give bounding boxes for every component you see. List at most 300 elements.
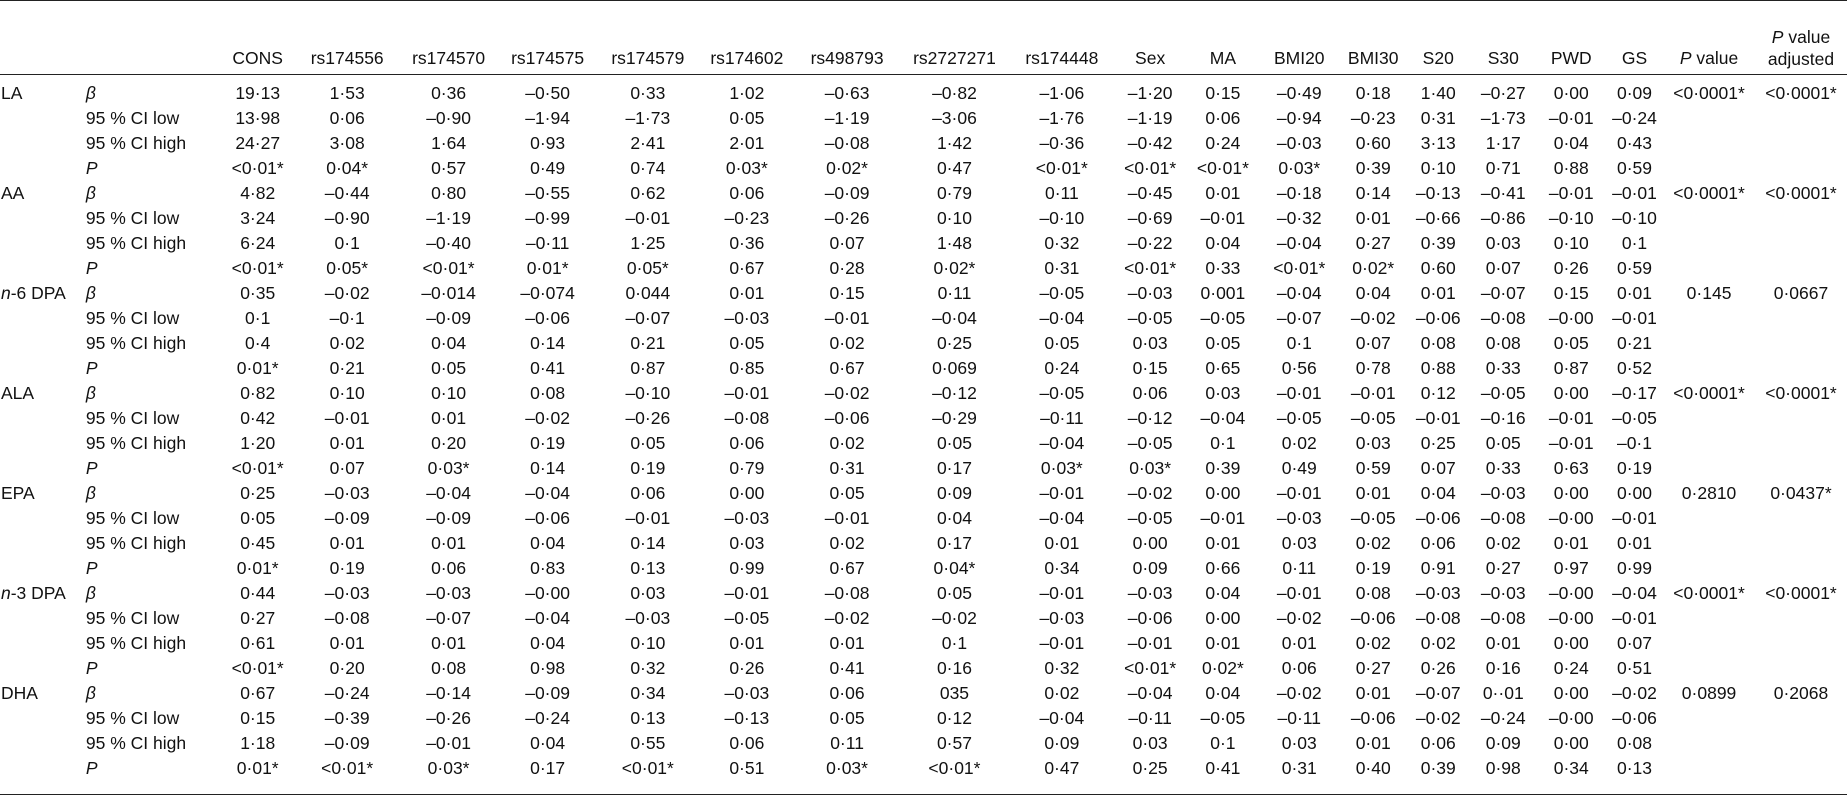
cell-rs2727271: –0·29 [932,408,977,428]
cell-rs174579: –0·07 [625,308,671,328]
cell-rs174570: <0·01* [422,258,475,278]
cell-rs174556: 0·01 [329,633,365,653]
header-sex: Sex [1135,48,1166,68]
cell-rs174575: 0·04 [530,733,566,753]
cell-p-value-adjusted [1755,256,1847,281]
header-p-adjusted-line2: adjusted [1767,49,1835,69]
cell-ma: 0·39 [1205,458,1241,478]
cell-rs174602: 0·03* [725,158,768,178]
cell-rs174448: –0·36 [1039,133,1085,153]
statistic-label: β [85,583,96,603]
cell-rs174570: –0·40 [426,233,471,253]
cell-rs174579: 1·25 [630,233,666,253]
cell-bmi20: –0·18 [1276,183,1322,203]
cell-p-value: <0·0001* [1673,83,1745,103]
cell-s20: –0·06 [1415,508,1461,528]
cell-cons: 3·24 [240,208,276,228]
cell-rs174556: <0·01* [321,758,374,778]
cell-gs: –0·02 [1612,683,1657,703]
table-row [0,256,1847,281]
cell-gs: –0·06 [1612,708,1657,728]
cell-pwd: –0·00 [1548,583,1594,603]
fatty-acid-label [0,481,86,506]
header-rs2727271: rs2727271 [913,48,996,68]
cell-p-value [1663,706,1755,731]
cell-bmi20: –0·32 [1276,208,1322,228]
cell-rs498793: –0·01 [824,308,870,328]
cell-rs174570: –0·26 [426,708,471,728]
cell-rs174556: –0·1 [329,308,365,328]
cell-s30: –0·03 [1480,483,1526,503]
cell-gs: 0·52 [1616,358,1652,378]
cell-rs2727271: 1·48 [936,233,972,253]
cell-ma: –0·01 [1200,208,1246,228]
cell-p-value [1663,406,1755,431]
cell-rs174448: –0·01 [1039,483,1085,503]
cell-ma: 0·04 [1205,683,1241,703]
cell-rs174556: 0·04* [326,158,369,178]
cell-rs2727271: 1·42 [936,133,972,153]
cell-rs174556: 0·01 [329,433,365,453]
cell-cons: 0·1 [245,308,271,328]
cell-rs174556: 1·53 [329,83,365,103]
cell-p-value-adjusted [1755,206,1847,231]
cell-rs174602: –0·03 [724,683,770,703]
cell-sex: –0·42 [1127,133,1173,153]
cell-gs: –0·24 [1612,108,1657,128]
cell-pwd: 0·00 [1553,633,1589,653]
cell-gs: 0·13 [1616,758,1652,778]
cell-bmi20: –0·11 [1277,708,1321,728]
cell-rs174570: 0·04 [431,333,467,353]
cell-cons: 0·67 [240,683,276,703]
cell-pwd: –0·01 [1548,183,1594,203]
cell-s30: 0·71 [1485,158,1521,178]
cell-s20: 0·08 [1420,333,1456,353]
cell-cons: <0·01* [231,658,284,678]
cell-pwd: –0·10 [1548,208,1594,228]
fatty-acid-label [0,206,86,231]
cell-rs174575: –0·99 [525,208,570,228]
cell-s30: –0·16 [1480,408,1526,428]
cell-rs174579: 0·13 [630,708,666,728]
cell-ma: 0·04 [1205,233,1241,253]
cell-bmi20: 0·03 [1281,733,1317,753]
cell-sex: 0·03* [1129,458,1172,478]
cell-rs174579: 0·62 [630,183,666,203]
cell-rs2727271: –3·06 [932,108,977,128]
cell-rs174575: 0·17 [530,758,566,778]
cell-rs174602: 0·06 [729,433,765,453]
bottom-rule [0,794,1847,795]
cell-rs174556: 3·08 [329,133,365,153]
cell-rs174448: 0·05 [1044,333,1080,353]
cell-pwd: –0·00 [1548,708,1594,728]
cell-rs174570: 0·20 [431,433,467,453]
cell-cons: 0·01* [236,758,279,778]
cell-bmi30: 0·02 [1355,533,1391,553]
cell-rs2727271: 0·17 [936,458,972,478]
cell-p-value [1663,356,1755,381]
statistic-label: 95 % CI high [85,633,187,653]
cell-gs: 0·01 [1616,533,1652,553]
cell-bmi30: 0·27 [1355,233,1391,253]
cell-rs2727271: 0·069 [932,358,977,378]
cell-bmi30: –0·01 [1350,383,1396,403]
table-row [0,156,1847,181]
cell-rs174579: 0·13 [630,558,666,578]
cell-cons: 0·82 [240,383,276,403]
table-row [0,331,1847,356]
fatty-acid-label [0,731,86,756]
cell-rs498793: 0·06 [829,683,865,703]
cell-rs174570: –0·07 [426,608,471,628]
cell-bmi20: –0·04 [1276,283,1322,303]
cell-rs2727271: 0·02* [933,258,976,278]
cell-gs: 0·1 [1621,233,1648,253]
cell-rs174448: 0·03* [1040,458,1083,478]
cell-rs174575: 0·08 [530,383,566,403]
cell-gs: –0·1 [1616,433,1652,453]
cell-rs174579: –0·01 [625,208,671,228]
fatty-acid-label [0,556,86,581]
table-row [0,281,1847,306]
cell-rs174448: –0·11 [1040,408,1084,428]
statistic-label: 95 % CI high [85,333,187,353]
cell-rs174579: 0·74 [630,158,666,178]
cell-rs174579: <0·01* [621,758,674,778]
cell-bmi20: –0·02 [1276,683,1322,703]
cell-gs: –0·01 [1612,183,1657,203]
cell-p-value [1663,506,1755,531]
cell-gs: 0·00 [1616,483,1652,503]
cell-bmi20: –0·02 [1276,608,1322,628]
cell-rs174602: 0·99 [729,558,765,578]
cell-rs2727271: 0·17 [936,533,972,553]
cell-rs174570: 0·01 [431,408,467,428]
cell-rs174579: 0·87 [630,358,666,378]
cell-rs174602: 0·79 [729,458,765,478]
cell-cons: 0·05 [240,508,276,528]
cell-bmi20: 0·03 [1281,533,1317,553]
cell-s30: 0·07 [1485,258,1521,278]
cell-sex: –0·04 [1127,683,1173,703]
cell-rs498793: 0·41 [829,658,865,678]
cell-s20: 0·31 [1420,108,1456,128]
cell-s30: 0·98 [1485,758,1521,778]
cell-bmi30: 0·03 [1355,433,1391,453]
cell-pwd: 0·04 [1553,133,1589,153]
header-ma: MA [1209,48,1237,68]
cell-gs: –0·17 [1612,383,1657,403]
fatty-acid-label [0,281,86,306]
cell-rs498793: 0·67 [829,558,865,578]
cell-rs174448: 0·09 [1044,733,1080,753]
fatty-acid-label [0,431,86,456]
cell-bmi30: –0·02 [1350,308,1396,328]
cell-rs174448: –0·04 [1039,308,1085,328]
cell-rs2727271: 0·12 [936,708,972,728]
statistic-label: β [85,183,96,203]
statistic-label: 95 % CI low [85,308,180,328]
fatty-acid-label [0,756,86,781]
cell-rs174602: 0·01 [729,283,765,303]
cell-rs174602: –0·03 [724,508,770,528]
fatty-acid-label [0,506,86,531]
cell-rs174575: –0·24 [525,708,570,728]
cell-ma: 0·02* [1201,658,1244,678]
cell-rs498793: 0·02 [829,433,865,453]
table-row [0,581,1847,606]
cell-bmi30: 0·01 [1355,208,1391,228]
cell-rs174575: –0·50 [525,83,570,103]
cell-p-value-adjusted [1755,456,1847,481]
header-p-adjusted-rest: value [1783,27,1831,47]
cell-pwd: 0·00 [1553,483,1589,503]
cell-gs: 0·08 [1616,733,1652,753]
cell-rs174570: 0·08 [431,658,467,678]
table-row [0,131,1847,156]
cell-bmi30: 0·02* [1352,258,1395,278]
cell-cons: 24·27 [235,133,281,153]
cell-sex: 0·03 [1132,333,1168,353]
cell-bmi30: 0·39 [1355,158,1391,178]
header-bmi30: BMI30 [1347,48,1399,68]
table-row [0,681,1847,706]
cell-rs174448: –0·10 [1039,208,1085,228]
cell-p-value-adjusted [1755,306,1847,331]
cell-p-value-adjusted [1755,156,1847,181]
cell-bmi20: 0·56 [1281,358,1317,378]
cell-rs2727271: 0·25 [936,333,972,353]
cell-rs174602: 0·03 [729,533,765,553]
table-row [0,481,1847,506]
cell-sex: –0·02 [1127,483,1173,503]
cell-rs2727271: 0·09 [936,483,972,503]
top-rule [0,0,1847,1]
fatty-acid-label [0,256,86,281]
cell-p-value-adjusted [1755,356,1847,381]
cell-rs174570: 0·10 [431,383,467,403]
fatty-acid-label [0,181,86,206]
statistic-label: 95 % CI low [85,708,180,728]
cell-rs174602: –0·13 [724,708,770,728]
cell-s20: 0·01 [1420,283,1456,303]
cell-bmi20: –0·94 [1276,108,1322,128]
cell-rs174575: –0·02 [525,408,570,428]
cell-bmi20: 0·1 [1286,333,1312,353]
cell-bmi30: 0·14 [1355,183,1391,203]
cell-bmi20: 0·06 [1281,658,1317,678]
cell-s30: 0·27 [1485,558,1521,578]
cell-rs174556: 0·10 [329,383,365,403]
cell-pwd: 0·63 [1553,458,1589,478]
cell-sex: –0·45 [1127,183,1173,203]
cell-pwd: 0·00 [1553,83,1589,103]
cell-cons: 1·20 [240,433,276,453]
cell-rs174579: –0·03 [625,608,671,628]
cell-rs498793: 0·05 [829,483,865,503]
cell-s20: 0·26 [1420,658,1456,678]
table-row [0,606,1847,631]
cell-pwd: 0·97 [1553,558,1589,578]
cell-s20: –0·08 [1415,608,1461,628]
fatty-acid-label [0,656,86,681]
cell-s20: 0·39 [1420,233,1456,253]
cell-rs174570: –0·01 [426,733,471,753]
cell-ma: 0·01 [1205,183,1241,203]
cell-p-value: 0·145 [1686,283,1732,303]
cell-rs174579: 0·044 [625,283,671,303]
table-row [0,356,1847,381]
cell-rs2727271: 0·10 [936,208,972,228]
cell-rs174448: 0·32 [1044,658,1080,678]
cell-rs174570: 0·06 [431,558,467,578]
cell-pwd: –0·00 [1548,608,1594,628]
cell-gs: 0·07 [1616,633,1652,653]
fatty-acid-name: -6 DPA [10,283,66,303]
cell-rs174579: –1·73 [625,108,671,128]
cell-sex: –1·20 [1127,83,1173,103]
cell-rs174556: –0·03 [324,583,370,603]
cell-rs174575: –1·94 [525,108,570,128]
cell-s30: –0·08 [1480,308,1526,328]
cell-cons: <0·01* [231,458,284,478]
cell-bmi20: 0·03* [1278,158,1321,178]
cell-bmi20: 0·31 [1281,758,1317,778]
cell-pwd: 0·34 [1553,758,1589,778]
cell-sex: <0·01* [1124,258,1177,278]
cell-gs: –0·04 [1612,583,1657,603]
cell-bmi20: –0·07 [1276,308,1322,328]
statistic-label: P [85,258,98,278]
cell-rs174556: 0·02 [329,333,365,353]
cell-bmi20: 0·02 [1281,433,1317,453]
cell-rs2727271: 0·04* [933,558,976,578]
cell-rs174579: 0·55 [630,733,666,753]
cell-rs174556: 0·1 [334,233,360,253]
cell-ma: 0·24 [1205,133,1241,153]
cell-cons: 4·82 [240,183,276,203]
cell-cons: 0·01* [236,558,279,578]
table-body [0,75,1847,782]
cell-bmi30: 0·01 [1355,733,1391,753]
cell-rs498793: 0·15 [829,283,865,303]
cell-ma: 0·01 [1205,633,1241,653]
header-rs174556: rs174556 [310,48,384,68]
cell-sex: 0·15 [1132,358,1168,378]
cell-rs174575: –0·06 [525,308,570,328]
cell-bmi20: –0·01 [1276,583,1322,603]
cell-rs498793: 0·31 [829,458,865,478]
cell-cons: 0·27 [240,608,276,628]
fatty-acid-prefix: n [1,583,11,603]
cell-cons: 0·61 [240,633,276,653]
cell-rs174579: 0·32 [630,658,666,678]
cell-rs498793: 0·01 [829,633,865,653]
cell-rs174579: 0·03 [630,583,666,603]
header-p-adjusted-italic: P [1771,27,1784,47]
cell-bmi20: –0·49 [1276,83,1322,103]
cell-gs: 0·99 [1616,558,1652,578]
cell-s30: 0·33 [1485,358,1521,378]
cell-s30: 0·09 [1485,733,1521,753]
cell-sex: 0·25 [1132,758,1168,778]
cell-rs174570: 0·03* [427,458,470,478]
cell-p-value [1663,131,1755,156]
cell-rs174570: –0·90 [426,108,471,128]
header-rs174579: rs174579 [611,48,685,68]
header-gs: GS [1621,48,1648,68]
cell-rs174556: 0·05* [326,258,369,278]
cell-s20: 0·39 [1420,758,1456,778]
cell-p-value: <0·0001* [1673,583,1745,603]
cell-rs174602: –0·23 [724,208,770,228]
cell-p-value-adjusted [1755,406,1847,431]
cell-cons: 0·4 [245,333,271,353]
statistic-label: P [85,658,98,678]
cell-rs174602: 0·67 [729,258,765,278]
cell-sex: –0·06 [1127,608,1173,628]
cell-p-value [1663,331,1755,356]
cell-rs174556: 0·01 [329,533,365,553]
cell-s20: –0·13 [1415,183,1461,203]
cell-gs: 0·51 [1616,658,1652,678]
cell-p-value-adjusted [1755,331,1847,356]
cell-rs174570: –0·09 [426,508,471,528]
cell-rs174448: –0·05 [1039,283,1085,303]
cell-s30: 0·03 [1485,233,1521,253]
cell-p-value [1663,106,1755,131]
header-s30: S30 [1487,48,1519,68]
cell-rs2727271: 035 [939,683,970,703]
cell-rs498793: –0·08 [824,583,870,603]
cell-sex: –0·11 [1128,708,1172,728]
cell-gs: 0·21 [1616,333,1652,353]
header-fatty-acid [0,8,86,75]
cell-rs174448: 0·32 [1044,233,1080,253]
fatty-acid-label [0,456,86,481]
cell-sex: 0·00 [1132,533,1168,553]
header-bmi20: BMI20 [1273,48,1325,68]
statistic-label: P [85,758,98,778]
fatty-acid-name: ALA [1,383,35,403]
table-row [0,431,1847,456]
cell-ma: –0·01 [1200,508,1246,528]
cell-bmi30: 0·01 [1355,683,1391,703]
cell-s20: 1·40 [1420,83,1456,103]
cell-rs174575: –0·00 [525,583,570,603]
cell-rs174579: 0·14 [630,533,666,553]
cell-rs174602: 0·01 [729,633,765,653]
cell-rs498793: –0·02 [824,383,870,403]
cell-rs498793: –0·63 [824,83,870,103]
cell-s20: 0·06 [1420,733,1456,753]
cell-ma: 0·04 [1205,583,1241,603]
statistic-label: 95 % CI low [85,408,180,428]
cell-rs174575: 0·83 [530,558,566,578]
cell-rs174448: –0·04 [1039,433,1085,453]
cell-s30: –0·24 [1480,708,1526,728]
fatty-acid-label [0,531,86,556]
table-row [0,756,1847,781]
cell-rs2727271: 0·1 [941,633,968,653]
cell-rs174602: 2·01 [729,133,765,153]
cell-s30: –0·08 [1480,508,1526,528]
statistic-label: 95 % CI high [85,233,187,253]
cell-s20: –0·01 [1415,408,1461,428]
cell-rs174602: 0·05 [729,108,765,128]
